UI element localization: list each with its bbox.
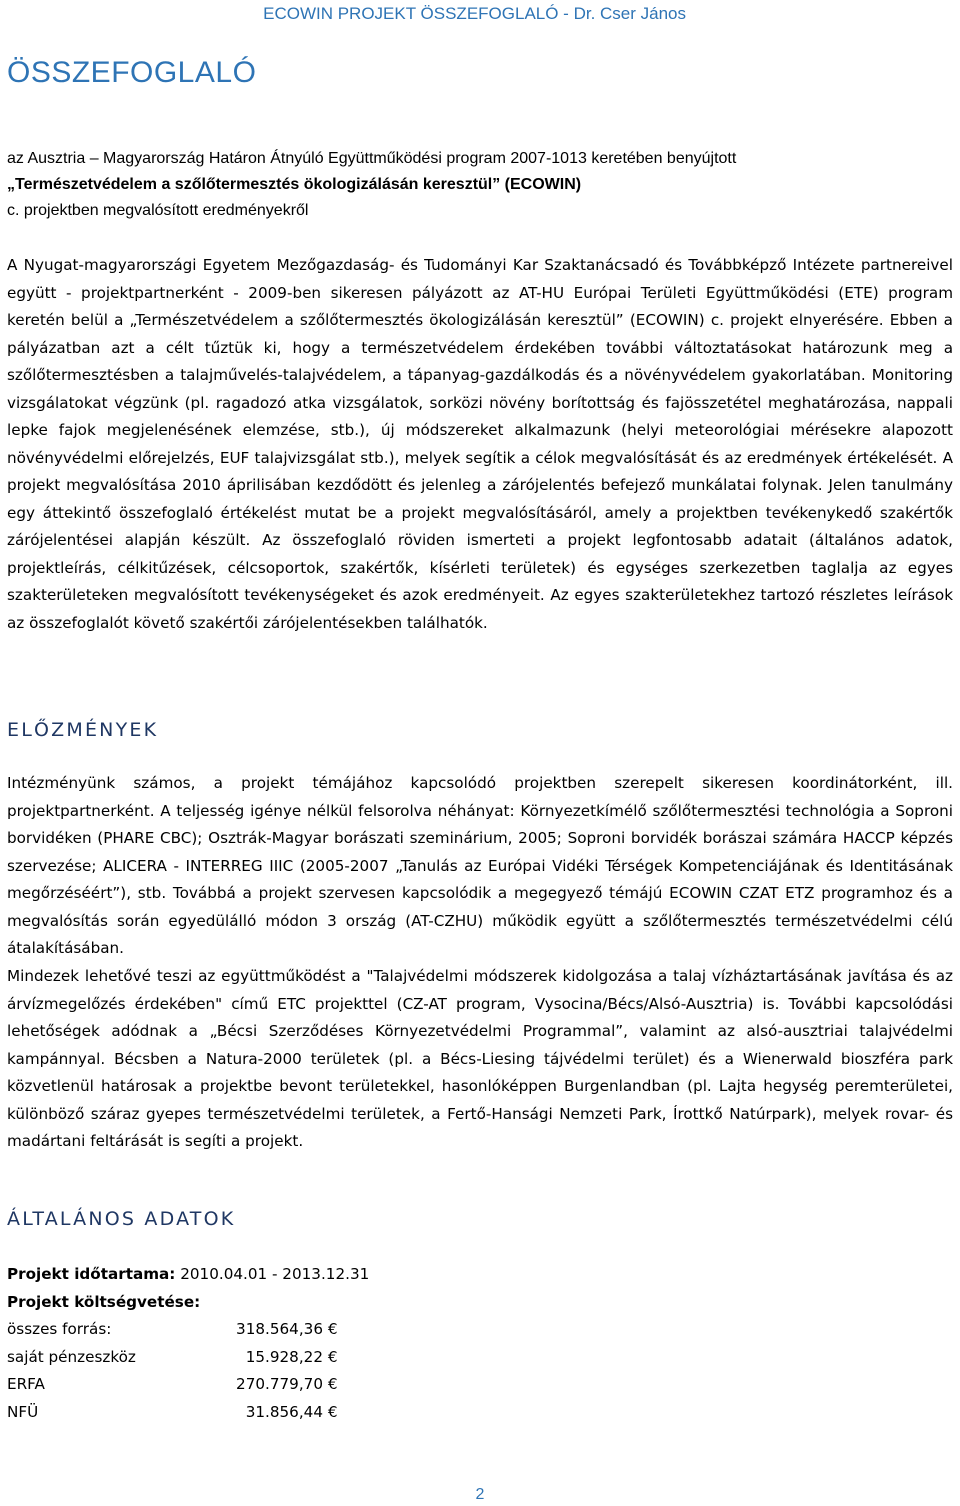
intro-block xyxy=(7,146,907,224)
background-paragraph-1: Intézményünk számos, a projekt témájához kapcsolódó projektben szerepelt sikeresen koordinátorként, ill. projektpartnerként. A teljesség igénye nélkül felsorolva néhányat: Környezetkímélő szőlőtermesztési technológia a Soproni borvidéken (PHARE CBC); Osztrák-Magyar borászati szeminárium, 2005; Soproni borvidék borászai számára HACCP képzés szervezése; ALICERA - INTERREG IIIC (2005-2007 „Tanulás az Európai Vidéki Térségek Kompetenciájának és Identitásának megőrzéséért”), stb. Továbbá a projekt szervesen kapcsolódik a megegyező témájú ECOWIN CZAT ETZ programhoz és a megvalósítás során egyedülálló módon 3 ország (AT-CZHU) működik együtt a szőlőtermesztés természetvédelmi célú átalakításában. xyxy=(7,774,953,957)
currency-symbol: € xyxy=(327,1347,338,1366)
duration-label: Projekt időtartama: xyxy=(7,1265,176,1283)
budget-label: Projekt költségvetése: xyxy=(7,1292,201,1311)
budget-row-name: NFÜ xyxy=(7,1402,39,1421)
budget-row xyxy=(7,1344,369,1372)
section-heading-general: ÁLTALÁNOS ADATOK xyxy=(7,1208,236,1230)
budget-row xyxy=(7,1371,369,1399)
budget-row xyxy=(7,1316,369,1344)
background-paragraph-2: Mindezek lehetővé teszi az együttműködést a "Talajvédelmi módszerek kidolgozása a talaj vízháztartásának javítása és az árvízmegelőzés érdekében" című ETC projekttel (CZ-AT program, Vysocina/Bécs/Alsó-Ausztria) is. További kapcsolódási lehetőségek adódnak a „Bécsi Szerződéses Környezetvédelmi Programmal”, valamint az alsó-ausztriai talajvédelmi kampánnyal. Bécsben a Natura-2000 területek (pl. a Bécs-Liesing tájvédelmi terület) és a Wienerwald bioszféra park közvetlenül határosak a projektbe bevont területekkel, hasonlóképpen Burgenlandban (pl. Lajta hegység peremterületei, különböző száraz gyepes természetvédelmi területek, a Fertő-Hansági Nemzeti Park, Írottkő Natúrpark), melyek rovar- és madártani feltárását is segíti a projekt. xyxy=(7,967,953,1150)
budget-row xyxy=(7,1399,369,1427)
running-header: ECOWIN PROJEKT ÖSSZEFOGLALÓ - Dr. Cser János xyxy=(263,4,686,23)
general-data-block xyxy=(7,1261,369,1426)
currency-symbol: € xyxy=(327,1402,338,1421)
intro-line-1: az Ausztria – Magyarország Határon Átnyúló Együttműködési program 2007-1013 keretében benyújtott xyxy=(7,150,737,167)
budget-row-name: saját pénzeszköz xyxy=(7,1347,136,1366)
intro-line-3: c. projektben megvalósított eredményekről xyxy=(7,202,309,219)
page-title: ÖSSZEFOGLALÓ xyxy=(7,56,257,89)
budget-row-amount: 270.779,70 xyxy=(236,1375,323,1393)
summary-paragraph: A Nyugat-magyarországi Egyetem Mezőgazdaság- és Tudományi Kar Szaktanácsadó és Továbbképző Intézete partnereivel együtt - projektpartnerként - 2009-ben sikeresen pályázott az AT-HU Európai Területi Együttműködési (ETE) program keretén belül a „Természetvédelem a szőlőtermesztés ökologizálásán keresztül” (ECOWIN) c. projekt elnyerésére. Ebben a pályázatban azt a célt tűztük ki, hogy a természetvédelem érdekében további változtatásokat határozunk meg a szőlőtermesztésben a talajművelés-talajvédelem, a tápanyag-gazdálkodás és a növényvédelem gyakorlatában. Monitoring vizsgálatokat végzünk (pl. ragadozó atka vizsgálatok, sorközi növény borítottság és fajösszetétel meghatározása, nappali lepke fajok megjelenésének elemzése, stb.), új módszereket alkalmazunk (helyi meteorológiai mérésekre alapozott növényvédelmi előrejelzés, EUF talajvizsgálat stb.), melyek segítik a célok megvalósítását és az eredmények értékelését. A projekt megvalósítása 2010 áprilisában kezdődött és jelenleg a zárójelentés befejező munkálatai folynak. Jelen tanulmány egy áttekintő összefoglaló értékelést mutat be a projekt megvalósításáról, amely a projektben tevékenykedő szakértők zárójelentései alapján készült. Az összefoglaló röviden ismerteti a projekt legfontosabb adatait (általános adatok, projektleírás, célkitűzések, célcsoportok, szakértők, kísérleti területek) és egységes szerkezetben taglalja az egyes szakterületeken megvalósított tevékenységeket és azok eredményeit. Az egyes szakterületekhez tartozó részletes leírások az összefoglalót követő szakértői zárójelentésekben találhatók. xyxy=(7,256,953,632)
section-heading-background: ELŐZMÉNYEK xyxy=(7,719,159,741)
currency-symbol: € xyxy=(327,1320,338,1338)
page-number: 2 xyxy=(475,1486,485,1503)
duration-value: 2010.04.01 - 2013.12.31 xyxy=(175,1265,370,1283)
budget-row-amount: 31.856,44 xyxy=(245,1402,323,1421)
budget-row-name: összes forrás: xyxy=(7,1320,112,1338)
currency-symbol: € xyxy=(327,1375,338,1393)
intro-project-title: „Természetvédelem a szőlőtermesztés ökologizálásán keresztül” (ECOWIN) xyxy=(7,176,582,193)
budget-row-amount: 318.564,36 xyxy=(236,1320,323,1338)
budget-row-name: ERFA xyxy=(7,1375,45,1393)
budget-row-amount: 15.928,22 xyxy=(245,1347,323,1366)
duration-line xyxy=(7,1261,369,1289)
